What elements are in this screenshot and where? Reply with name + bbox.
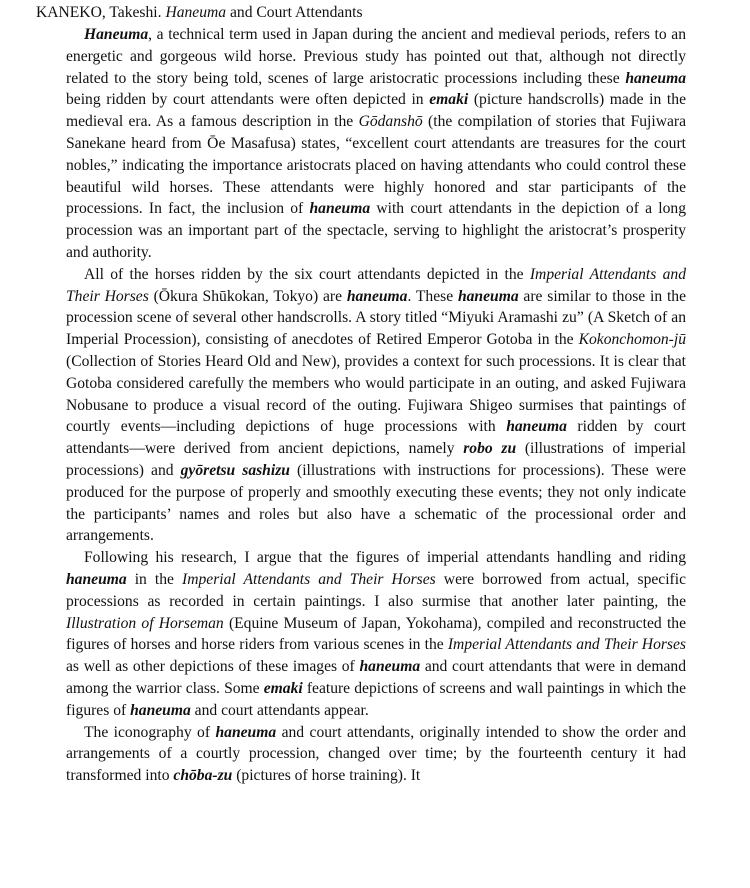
text-run: (illustrations with instructions for processions). These were produced for the purpose of properly and smoothly executing these events; they not only indicate the participants’ names and roles but also have a schematic of the processional order and arrangements. (66, 461, 686, 545)
paragraph (66, 264, 686, 547)
text-run: (picture handscrolls) made in the medieval era. As a famous description in the (66, 91, 686, 131)
text-run: and court attendants that were in demand among the warrior class. Some (66, 658, 686, 697)
italic-term: Haneuma (84, 26, 149, 43)
text-run: (Collection of Stories Heard Old and New), provides a context for such processions. It is clear that Gotoba considered carefully the members who would participate in an outing, and asked Fujiwara Nobusane to produce a visual record of the outing. Fujiwara Shigeo surmises that paintings of courtly events—including depictions of huge processions with (66, 352, 686, 436)
italic-term: haneuma (309, 200, 371, 218)
text-run: with court attendants in the depiction of a long procession was an important part of the spectacle, serving to highlight the aristocrat’s prosperity and authority. (66, 200, 686, 261)
text-run: and court attendants, originally intended to show the order and arrangements of a courtly procession, changed over time; by the fourteenth century it had transformed into (66, 723, 686, 785)
text-run: as well as other depictions of these images of (66, 658, 360, 676)
text-run: . These (407, 287, 458, 305)
italic-term: haneuma (346, 287, 408, 305)
article-title-italic: Haneuma (165, 4, 227, 21)
text-run: The iconography of (84, 723, 216, 741)
text-run: are similar to those in the procession scene of several other handscrolls. A story titled “Miyuki Aramashi zu” (A Sketch of an Imperial Procession), consisting of anecdotes of Retired Emperor Gotoba in the (66, 287, 687, 349)
text-run: ridden by court attendants—were derived from ancient depictions, namely (66, 418, 686, 458)
italic-term: haneuma (215, 723, 277, 741)
text-run: were borrowed from actual, specific processions as recorded in certain paintings. I also surmise that another later painting, the (66, 570, 686, 610)
paragraph (66, 24, 686, 264)
italic-title: Illustration of Horseman (66, 614, 224, 632)
italic-term: haneuma (457, 287, 519, 305)
text-run: being ridden by court attendants were often depicted in (66, 91, 430, 109)
italic-term: emaki (263, 679, 303, 697)
italic-title: Imperial Attendants and Their Horses (447, 636, 686, 654)
italic-term: haneuma (506, 418, 567, 436)
text-run: feature depictions of screens and wall paintings in which the figures of (66, 679, 686, 719)
italic-term: haneuma (130, 701, 191, 719)
italic-term: haneuma (359, 658, 421, 676)
italic-title: Imperial Attendants and Their Horses (182, 570, 436, 588)
text-run: (Ōkura Shūkokan, Tokyo) are (148, 287, 347, 305)
paragraph (66, 547, 686, 721)
text-run: (the compilation of stories that Fujiwara Sanekane heard from Ōe Masafusa) states, “excellent court attendants are treasures for the court nobles,” indicating the importance aristocrats placed on having attendants who could control these beautiful wild horses. These attendants were highly honored and star participants of the processions. In fact, the inclusion of (66, 113, 686, 218)
italic-term: haneuma (625, 69, 686, 87)
italic-term: chōba-zu (173, 767, 233, 785)
italic-term: haneuma (66, 570, 127, 588)
abstract-body (66, 24, 686, 787)
article-heading (36, 2, 736, 24)
text-run: (pictures of horse training). It (232, 767, 421, 785)
text-run: (illustrations of imperial processions) and (66, 440, 686, 479)
text-run: All of the horses ridden by the six court attendants depicted in the (84, 265, 530, 283)
text-run: , a technical term used in Japan during the ancient and medieval periods, refers to an energetic and gorgeous wild horse. Previous study has pointed out that, although not directly related to the story being told, scenes of large aristocratic processions including these (66, 26, 686, 87)
text-run: in the (126, 570, 183, 588)
paragraph (66, 722, 686, 787)
italic-term: gyōretsu sashizu (180, 461, 290, 479)
text-run: (Equine Museum of Japan, Yokohama), compiled and reconstructed the figures of horses and horse riders from various scenes in the (66, 614, 686, 654)
article-title-rest: and Court Attendants (229, 4, 363, 21)
italic-title: Imperial Attendants and Their Horses (66, 265, 687, 305)
text-run: and court attendants appear. (190, 701, 369, 719)
italic-term: robo zu (463, 440, 517, 458)
italic-title: Kokonchomon-jū (578, 331, 686, 349)
author-name: KANEKO, Takeshi. (36, 4, 162, 21)
italic-term: emaki (429, 91, 469, 109)
text-run: Following his research, I argue that the figures of imperial attendants handling and riding (84, 549, 686, 567)
italic-title: Gōdanshō (358, 113, 423, 131)
